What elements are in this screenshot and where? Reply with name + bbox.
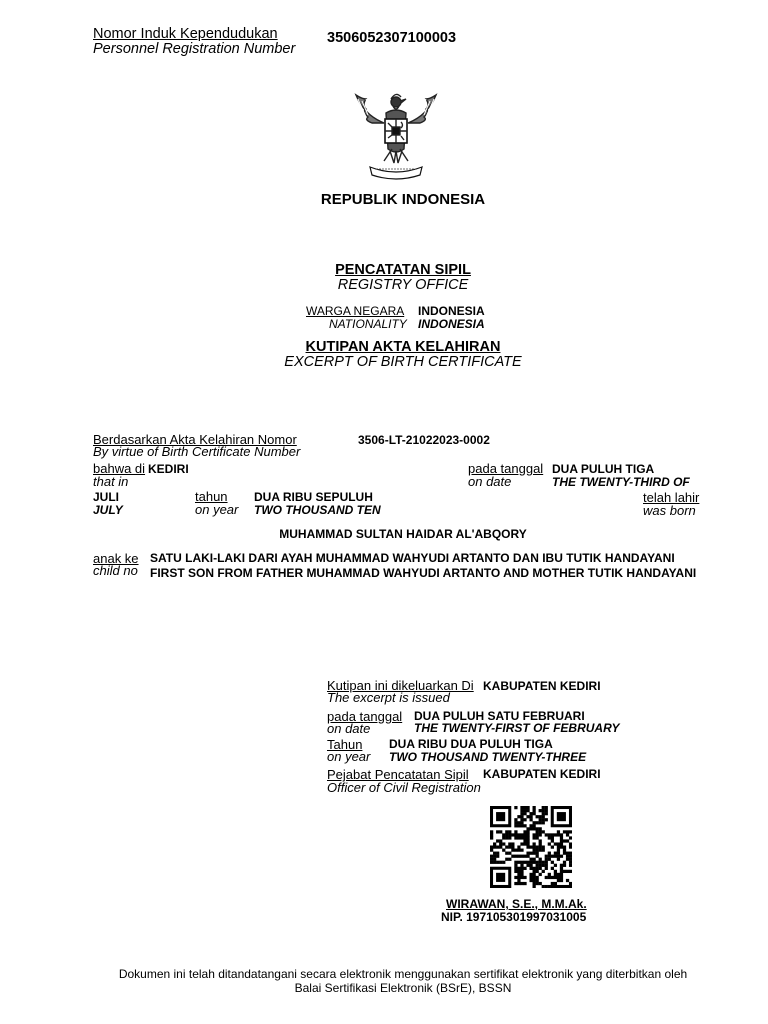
issued-year-label-en: on year [327, 749, 371, 764]
place-value: KEDIRI [148, 462, 189, 476]
birth-year-value-en: TWO THOUSAND TEN [254, 503, 381, 517]
nationality-value: INDONESIA [418, 304, 485, 318]
place-label-en: that in [93, 474, 129, 489]
basis-label: Berdasarkan Akta Kelahiran Nomor [93, 432, 297, 447]
issued-label-en: The excerpt is issued [327, 690, 450, 705]
nationality-label: WARGA NEGARA [306, 304, 405, 318]
birth-date-label-en: on date [468, 474, 512, 489]
child-order-label: anak ke [93, 551, 139, 566]
birth-year-label-en: on year [195, 502, 239, 517]
certificate-number: 3506-LT-21022023-0002 [358, 433, 490, 447]
issued-year-value: DUA RIBU DUA PULUH TIGA [389, 737, 553, 751]
country-title: REPUBLIK INDONESIA [320, 191, 486, 208]
born-label-en: was born [643, 503, 696, 518]
issued-date-label: pada tanggal [327, 709, 403, 724]
place-label: bahwa di [93, 461, 146, 476]
officer-label-en: Officer of Civil Registration [327, 780, 481, 795]
birth-date-value-en: THE TWENTY-THIRD OF [552, 475, 690, 489]
nik-value: 3506052307100003 [327, 30, 457, 46]
issued-date-label-en: on date [327, 721, 371, 736]
document-title-en: EXCERPT OF BIRTH CERTIFICATE [284, 354, 522, 370]
office-title-en: REGISTRY OFFICE [337, 277, 469, 293]
office-title: PENCATATAN SIPIL [335, 262, 471, 278]
nik-label-en: Personnel Registration Number [93, 41, 296, 57]
issued-year-value-en: TWO THOUSAND TWENTY-THREE [389, 750, 587, 764]
officer-label: Pejabat Pencatatan Sipil [327, 767, 469, 782]
nationality-value-en: INDONESIA [418, 317, 485, 331]
issued-place: KABUPATEN KEDIRI [483, 679, 601, 693]
issued-date-value-en: THE TWENTY-FIRST OF FEBRUARY [414, 721, 620, 735]
nik-label: Nomor Induk Kependudukan [93, 26, 278, 42]
footer-line-1: Dokumen ini telah ditandatangani secara elektronik menggunakan sertifikat elektronik yang diterbitkan oleh [118, 967, 688, 981]
born-label: telah lahir [643, 490, 700, 505]
nationality-label-en: NATIONALITY [329, 317, 407, 331]
garuda-emblem-icon [348, 93, 444, 183]
birth-year-label: tahun [195, 489, 228, 504]
signatory-nip: NIP. 197105301997031005 [441, 910, 587, 924]
birth-year-value: DUA RIBU SEPULUH [254, 490, 373, 504]
qr-code-icon [490, 806, 572, 888]
birth-date-label: pada tanggal [468, 461, 544, 476]
birth-month: JULI [93, 490, 120, 504]
officer-value: KABUPATEN KEDIRI [483, 767, 601, 781]
issued-date-value: DUA PULUH SATU FEBRUARI [414, 709, 585, 723]
child-order-label-en: child no [93, 563, 138, 578]
child-name: MUHAMMAD SULTAN HAIDAR AL'ABQORY [279, 527, 527, 541]
footer-line-2: Balai Sertifikasi Elektronik (BSrE), BSSN [294, 981, 512, 995]
document-title: KUTIPAN AKTA KELAHIRAN [305, 339, 501, 355]
issued-year-label: Tahun [327, 737, 363, 752]
birth-date-value: DUA PULUH TIGA [552, 462, 655, 476]
birth-month-en: JULY [93, 503, 123, 517]
child-description: SATU LAKI-LAKI DARI AYAH MUHAMMAD WAHYUDI ARTANTO DAN IBU TUTIK HANDAYANI [150, 551, 675, 565]
child-description-en: FIRST SON FROM FATHER MUHAMMAD WAHYUDI ARTANTO AND MOTHER TUTIK HANDAYANI [150, 566, 697, 580]
issued-label: Kutipan ini dikeluarkan Di [327, 678, 474, 693]
signatory-name: WIRAWAN, S.E., M.M.Ak. [446, 897, 587, 911]
basis-label-en: By virtue of Birth Certificate Number [93, 444, 301, 459]
